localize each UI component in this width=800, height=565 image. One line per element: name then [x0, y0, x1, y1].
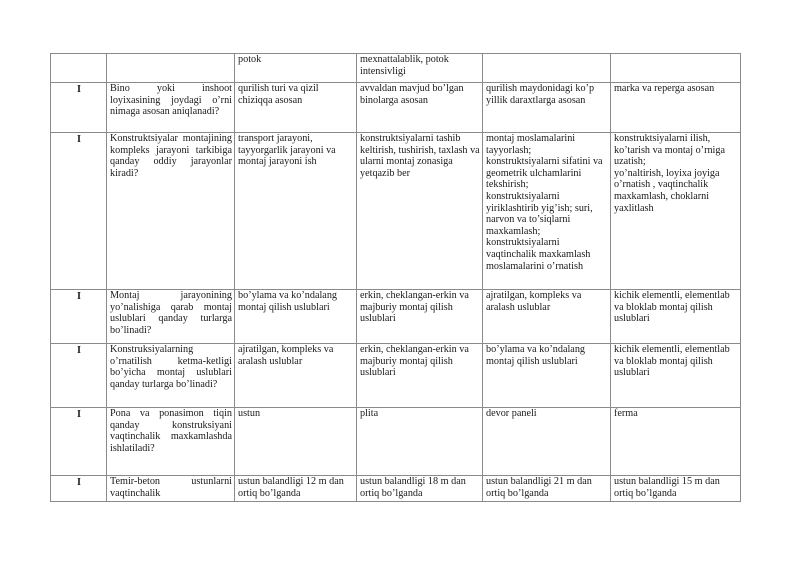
answer-option-2: ustun balandligi 18 m dan ortiq bo’lganda [357, 476, 483, 502]
question-cell: Pona va ponasimon tiqin qanday konstruksiyani vaqtinchalik maxkamlashda ishlatiladi? [107, 408, 235, 476]
answer-option-4: kichik elementli, elementlab va bloklab montaj qilish uslublari [611, 344, 741, 408]
document-page [50, 53, 740, 502]
row-number [51, 54, 107, 83]
answer-option-4: kichik elementli, elementlab va bloklab montaj qilish uslublari [611, 290, 741, 344]
answer-option-1: ustun balandligi 12 m dan ortiq bo’lganda [235, 476, 357, 502]
question-cell: Konstruktsiyalar montajining kompleks jarayoni tarkibiga qanday oddiy jarayonlar kiradi? [107, 133, 235, 290]
table-row [51, 133, 741, 290]
table-row [51, 54, 741, 83]
table-row [51, 408, 741, 476]
answer-option-1: qurilish turi va qizil chiziqqa asosan [235, 83, 357, 133]
row-number: I [51, 344, 107, 408]
answer-option-1: ustun [235, 408, 357, 476]
answer-option-3 [483, 54, 611, 83]
answer-option-4 [611, 54, 741, 83]
answer-option-4: ustun balandligi 15 m dan ortiq bo’lganda [611, 476, 741, 502]
table-row [51, 83, 741, 133]
answer-option-2: plita [357, 408, 483, 476]
row-number: I [51, 133, 107, 290]
answer-option-3: qurilish maydonidagi ko’p yillik daraxtlarga asosan [483, 83, 611, 133]
row-number: I [51, 408, 107, 476]
question-cell: Konstruksiyalarning o’rnatilish ketma-ketligi bo’yicha montaj uslublari qanday turlarga bo’linadi? [107, 344, 235, 408]
answer-option-1: ajratilgan, kompleks va aralash uslublar [235, 344, 357, 408]
answer-option-1: potok [235, 54, 357, 83]
row-number: I [51, 290, 107, 344]
table-row [51, 344, 741, 408]
answer-option-3: ustun balandligi 21 m dan ortiq bo’lganda [483, 476, 611, 502]
answer-option-2: avvaldan mavjud bo’lgan binolarga asosan [357, 83, 483, 133]
row-number: I [51, 83, 107, 133]
answer-option-2: erkin, cheklangan-erkin va majburiy montaj qilish uslublari [357, 344, 483, 408]
question-cell: Bino yoki inshoot loyixasining joydagi o’rni nimaga asosan aniqlanadi? [107, 83, 235, 133]
question-cell: Temir-beton ustunlarni vaqtinchalik [107, 476, 235, 502]
table-row [51, 476, 741, 502]
answer-option-3: devor paneli [483, 408, 611, 476]
answer-option-2: konstruktsiyalarni tashib keltirish, tushirish, taxlash va ularni montaj zonasiga yetqazib ber [357, 133, 483, 290]
answer-option-3: montaj moslamalarini tayyorlash; konstruktsiyalarni sifatini va geometrik ulchamlarini tekshirish; konstruktsiyalarni yiriklashtirib yig’ish; suri, narvon va to’siqlarni maxkamlash; konstruktsiyalarni vaqtinchalik maxkamlash moslamalarini o’rnatish [483, 133, 611, 290]
answer-option-4: konstruktsiyalarni ilish, ko’tarish va montaj o’rniga uzatish; yo’naltirish, loyixa joyiga o’rnatish , vaqtinchalik maxkamlash, choklarni yaxlitlash [611, 133, 741, 290]
answer-option-2: mexnattalablik, potok intensivligi [357, 54, 483, 83]
answer-option-3: ajratilgan, kompleks va aralash uslublar [483, 290, 611, 344]
answer-option-3: bo’ylama va ko’ndalang montaj qilish uslublari [483, 344, 611, 408]
row-number: I [51, 476, 107, 502]
answer-option-1: transport jarayoni, tayyorgarlik jarayoni va montaj jarayoni ish [235, 133, 357, 290]
answer-option-4: ferma [611, 408, 741, 476]
test-questions-table [50, 53, 741, 502]
answer-option-4: marka va reperga asosan [611, 83, 741, 133]
question-cell: Montaj jarayonining yo’nalishiga qarab montaj uslublari qanday turlarga bo’linadi? [107, 290, 235, 344]
question-cell [107, 54, 235, 83]
table-row [51, 290, 741, 344]
answer-option-2: erkin, cheklangan-erkin va majburiy montaj qilish uslublari [357, 290, 483, 344]
answer-option-1: bo’ylama va ko’ndalang montaj qilish uslublari [235, 290, 357, 344]
